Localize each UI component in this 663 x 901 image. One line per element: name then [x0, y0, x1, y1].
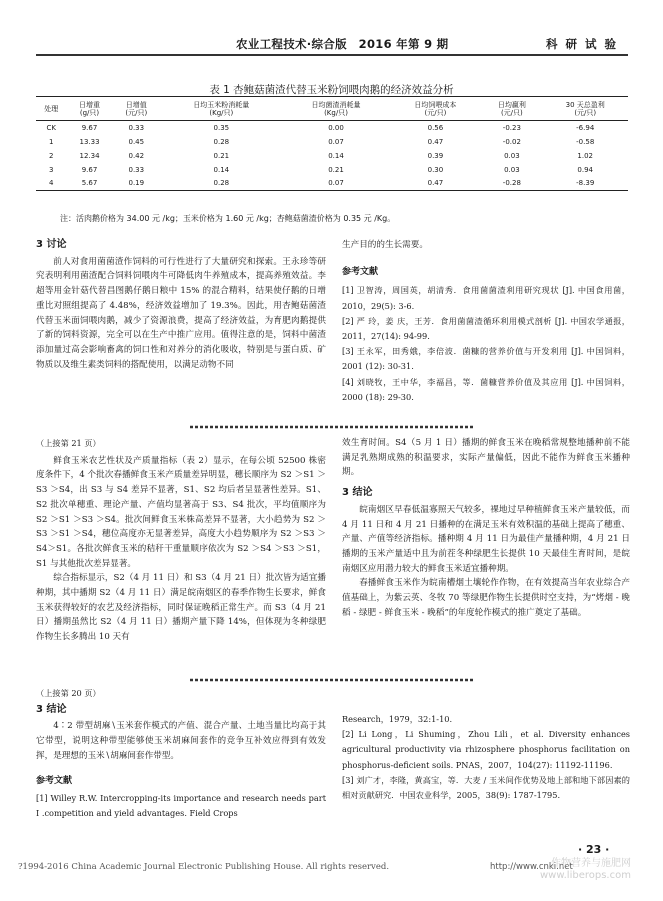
page-header — [0, 30, 663, 56]
column-header-line: 处理 — [44, 104, 59, 113]
flax-right-column — [342, 712, 630, 803]
table-cell: -6.94 — [576, 123, 595, 132]
flax-references-right — [342, 712, 630, 803]
table-cell: 0.21 — [328, 165, 344, 174]
table-cell: 1.02 — [577, 151, 594, 160]
references-heading: 参考文献 — [342, 266, 379, 277]
table-cell: 12.34 — [79, 151, 100, 160]
economic-benefit-table — [36, 96, 628, 191]
discussion-paragraph: 前人对食用菌菌渣作饲料的可行性进行了大量研究和探索。王永珍等研究表明利用菌渣配合饲料饲喂肉牛可降低肉牛养殖成本，提高养殖效益。李超等用金针菇代替昌图鹅仔鹅日粮中 15% 的混合精料，结果使仔鹅的日增重比对照组提高了 4.48%，经济效益增加了 19.3%。因此，用杏鲍菇菌渣代替玉米面饲喂肉鹅，减少了资源浪费，提高了经济效益，为育肥肉鹅提供了新的饲料资源，完全可以在生产中推广应用。值得注意的是，饲料中菌渣添加量过高会影响畜禽的饲口性和对养分的消化吸收，特别是与蛋白质、矿物质以及维生素类饲料的搭配使用，以满足动物不同 — [36, 256, 326, 370]
table-row — [36, 121, 628, 135]
table-cell: -8.39 — [542, 177, 628, 191]
table-cell: -0.23 — [502, 123, 521, 132]
flax-references-heading: 参考文献 — [36, 775, 73, 786]
watermark — [540, 858, 631, 882]
table-cell: CK — [46, 123, 57, 132]
corn-conclusion-paragraph-2: 春播鲜食玉米作为皖南槽烟土壤轮作作物，在有效提高当年农业综合产值基础上，为紫云英、冬牧 70 等绿肥作物生长提供时空支持，为“烤烟 - 晚稻 - 绿肥 - 鲜食玉米 - 晚稻”的年度轮作模式的推广奠定了基础。 — [342, 578, 630, 618]
table-cell: 0.39 — [427, 151, 444, 160]
flax-references-left — [36, 791, 326, 821]
header-rule — [36, 54, 628, 56]
reference-item: [2] 严 玲，姜 庆，王芳．食用菌菌渣循环利用模式剖析 [J]. 中国农学通报，2011，27(14): 94-99. — [342, 315, 630, 342]
journal-title: 农业工程技术·综合版 2016 年第 9 期 — [236, 37, 449, 51]
table-column-header — [112, 97, 160, 121]
table-cell: 4 — [36, 177, 67, 191]
table-cell: -0.58 — [576, 137, 595, 146]
table-cell: 0.94 — [577, 165, 594, 174]
table-caption: 表 1 杏鲍菇菌渣代替玉米粉饲喂肉鹅的经济效益分析 — [209, 84, 454, 96]
table-cell: 5.67 — [67, 177, 113, 191]
table-cell: 0.47 — [390, 177, 482, 191]
section-divider — [190, 678, 473, 682]
table-row — [36, 177, 628, 191]
table-column-header — [36, 97, 67, 121]
references-column — [342, 238, 630, 405]
column-header-line: (元/只) — [125, 108, 148, 117]
table-row — [36, 163, 628, 177]
page-number: · 23 · — [578, 843, 610, 856]
table-cell: 0.00 — [328, 123, 344, 132]
table-cell: 1 — [49, 137, 54, 146]
table-cell: 0.28 — [160, 177, 282, 191]
table-cell: 0.33 — [128, 165, 145, 174]
references-list — [342, 283, 630, 405]
table-cell: 0.45 — [128, 137, 145, 146]
reference-item: Research，1979，32:1-10. — [342, 714, 453, 724]
corn-right-column — [342, 436, 630, 620]
discussion-heading: 3 讨论 — [36, 239, 67, 250]
table-cell: 0.47 — [427, 137, 444, 146]
reference-item: [1] 卫智涛，周国英，胡清秀．食用菌菌渣利用研究现状 [J]. 中国食用菌，2010，29(5): 3-6. — [342, 285, 630, 311]
table-column-header — [160, 97, 282, 121]
column-header-line: 日均饲喂成本 — [414, 100, 457, 109]
column-header-line: (Kg/只) — [324, 108, 348, 117]
section-label: 科 研 试 验 — [546, 37, 619, 51]
table-cell: 0.35 — [213, 123, 230, 132]
table-cell: 0.14 — [328, 151, 344, 160]
table-note: 注：活肉鹅价格为 34.00 元 /kg；玉米价格为 1.60 元 /kg；杏鲍菇菌渣价格为 0.35 元 /Kg。 — [60, 214, 396, 223]
flax-left-column — [36, 686, 326, 822]
table-cell: 0.14 — [213, 165, 230, 174]
table-cell: 2 — [49, 151, 54, 160]
corn-left-column — [36, 436, 326, 645]
table-cell: 0.07 — [328, 137, 344, 146]
table-cell: 0.19 — [112, 177, 160, 191]
table-column-header — [390, 97, 482, 121]
column-header-line: 日均玉米粉消耗量 — [193, 100, 250, 109]
table-row — [36, 135, 628, 149]
flax-conclusion-heading: 3 结论 — [36, 703, 67, 715]
flax-conclusion-paragraph: 4∶2 带型胡麻∖玉米套作模式的产值、混合产量、土地当量比均高于其它带型，说明这种带型能够使玉米胡麻间套作的竞争互补效应得到有效发挥，是理想的玉米∖胡麻间套作带型。 — [36, 721, 326, 761]
table-column-header — [67, 97, 113, 121]
table-column-header — [481, 97, 542, 121]
column-header-line: 日均赢利 — [497, 100, 526, 109]
reference-item: [1] Willey R.W. Intercropping-its importance and research needs part Ⅰ .competition and yield advantages. Field Crops — [36, 793, 326, 819]
section-divider — [190, 425, 473, 429]
reference-item: [3] 王永军，田秀娥，李倍波．菌糠的营养价值与开发利用 [J]. 中国饲料，2001 (12): 30-31. — [342, 346, 630, 372]
continued-label: （上接第 20 页） — [36, 688, 101, 698]
discussion-column — [36, 238, 326, 372]
corn-paragraph-2: 综合指标显示，S2（4 月 11 日）和 S3（4 月 21 日）批次皆为适宜播种期，其中播期 S2（4 月 11 日）满足皖南烟区的春季作物生长要求，鲜食玉米获得较好的农艺及经济指标，同时保证晚稻正常生产。而 S3（4 月 21 日）播期虽然比 S2（4 月 11 日）播期产量下降 14%，但体现为冬种绿肥作物生长多腾出 10 天有 — [36, 573, 326, 643]
column-header-line: (元/只) — [574, 108, 597, 117]
corn-paragraph-3: 效生育时间。S4（5 月 1 日）播期的鲜食玉米在晚稻常规整地播种前不能满足乳熟期成熟的积温要求，实际产量偏低，因此不能作为鲜食玉米播种期。 — [342, 438, 630, 478]
column-header-line: 30 天总盈利 — [565, 100, 605, 109]
table-column-header — [542, 97, 628, 121]
table-cell: 0.42 — [128, 151, 145, 160]
column-header-line: 日增重 — [79, 100, 101, 109]
watermark-line-2: www.liberops.com — [540, 870, 631, 881]
continued-label: （上接第 21 页） — [36, 438, 101, 448]
table-cell: -0.02 — [502, 137, 521, 146]
cnki-url[interactable]: http://www.cnki.net — [490, 862, 573, 872]
table-cell: 9.67 — [81, 165, 98, 174]
column-header-line: 日均菌渣消耗量 — [311, 100, 361, 109]
column-header-line: (元/只) — [424, 108, 447, 117]
table-body — [36, 121, 628, 191]
table-cell: 0.33 — [128, 123, 145, 132]
table-cell: 0.03 — [504, 151, 520, 160]
column-header-line: (Kg/只) — [209, 108, 234, 117]
corn-conclusion-paragraph-1: 皖南烟区早春低温寡照天气较多，裸地过早种植鲜食玉米产量较低，而 4 月 11 日和 4 月 21 日播种的在满足玉米有效积温的基础上提高了穗重、产量、产值等经济指标。播种期 4 月 11 日为最佳产量播种期，4 月 21 日播期的玉米产量适中且为前茬冬种绿肥生长提供 10 天最佳生育时间，是皖南烟区应用潜力较大的鲜食玉米适宜播种期。 — [342, 504, 630, 574]
table-row — [36, 149, 628, 163]
copyright-notice: ?1994-2016 China Academic Journal Electronic Publishing House. All rights reserved. — [18, 862, 390, 872]
table-cell: 0.03 — [504, 165, 520, 174]
table-column-header — [282, 97, 389, 121]
table-cell: 0.28 — [213, 137, 230, 146]
column-header-line: 日增值 — [125, 100, 147, 109]
column-header-line: (元/只) — [500, 108, 523, 117]
reference-item: [4] 刘晓牧，王中华，李福昌，等．菌糠营养价值及其应用 [J]. 中国饲料，2000 (18): 29-30. — [342, 376, 630, 402]
table-cell: -0.28 — [481, 177, 542, 191]
table-cell: 0.07 — [282, 177, 389, 191]
column-header-line: (g/只) — [79, 108, 100, 117]
table-cell: 3 — [49, 165, 54, 174]
table-cell: 13.33 — [79, 137, 100, 146]
table-cell: 0.56 — [427, 123, 444, 132]
table-cell: 0.21 — [213, 151, 230, 160]
watermark-line-1: 作物营养与施肥网 — [550, 858, 631, 869]
table-cell: 9.67 — [81, 123, 98, 132]
reference-item: [3] 刘广才，李隆，黄高宝，等．大麦 / 玉米间作优势及地上部和地下部因素的相对贡献研究．中国农业科学，2005，38(9): 1787-1795. — [342, 774, 630, 801]
corn-paragraph-1: 鲜食玉米农艺性状及产质量指标（表 2）显示，在每公顷 52500 株密度条件下，4 个批次春播鲜食玉米产质量差异明显，穗长顺序为 S2 ＞S1 ＞S3 ＞S4，出 S3 与 S4 差异不显著，S1、S2 均后者呈显著性差异。S1、S2 批次单穗重、理论产量、产值均显著高于 S3、S4 批次，平均值顺序为 S2 ＞S1 ＞S3 ＞S4。批次间鲜食玉米株高差异不显著，大小趋势为 S2 ＞S3 ＞S1 ＞S4，穗位高度亦无显著差异，高度大小趋势顺序为 S2 ＞S3 ＞S4＞S1。各批次鲜食玉米的秸秆干重量顺序依次为 S2 ＞S4 ＞S3 ＞S1，S1 与其他批次差异显著。 — [36, 455, 326, 569]
corn-conclusion-heading: 3 结论 — [342, 487, 373, 499]
table-cell: 0.30 — [427, 165, 444, 174]
discussion-continuation: 生产目的的生长需要。 — [342, 240, 428, 250]
reference-item: [2] Li Long，Li Shuming，Zhou Lili，et al. Diversity enhances agricultural productivity via rhizosphere phosphorus facilitation on phosphorus-deficient soils. PNAS，2007，104(27): 11192-11196. — [342, 729, 630, 770]
table-header-row — [36, 97, 628, 121]
